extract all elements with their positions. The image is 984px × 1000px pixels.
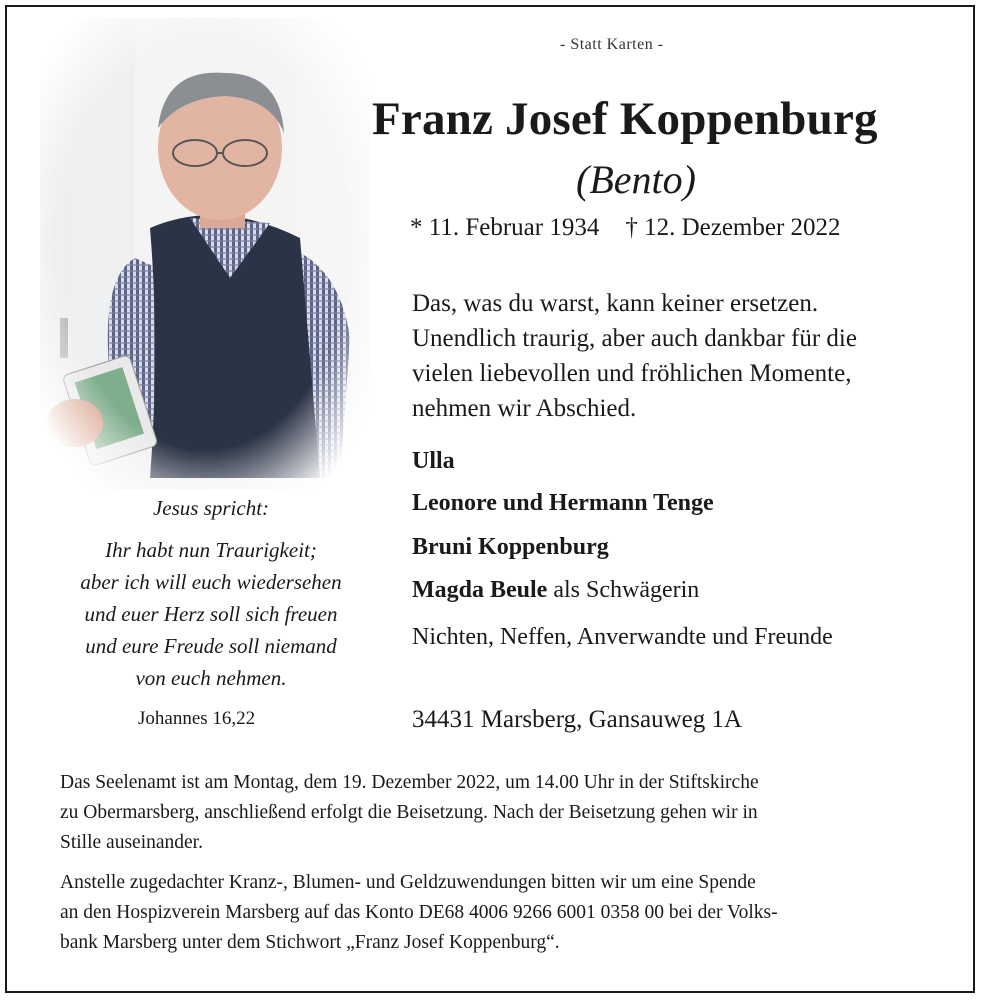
verse-line: und euer Herz soll sich freuen: [84, 602, 338, 626]
deceased-name: Franz Josef Koppenburg: [372, 93, 878, 145]
relatives-line: Nichten, Neffen, Anverwandte und Freunde: [412, 624, 833, 650]
service-paragraph: [60, 768, 940, 858]
deceased-nickname: (Bento): [576, 157, 696, 202]
verse-line: aber ich will euch wiedersehen: [80, 570, 342, 594]
donation-line: Anstelle zugedachter Kranz-, Blumen- und Geldzuwendungen bitten wir um eine Spende: [60, 872, 756, 893]
donation-paragraph: [60, 868, 940, 958]
birth-date: * 11. Februar 1934: [410, 214, 600, 241]
statt-karten-note: - Statt Karten -: [560, 36, 664, 53]
mourner-ulla: Ulla: [412, 448, 455, 474]
mourner-bruni: Bruni Koppenburg: [412, 534, 609, 560]
mourning-address: 34431 Marsberg, Gansauweg 1A: [412, 706, 743, 733]
mourner-magda: Magda Beule als Schwägerin: [412, 577, 700, 603]
farewell-line: nehmen wir Abschied.: [412, 395, 637, 422]
service-line: Das Seelenamt ist am Montag, dem 19. Dezember 2022, um 14.00 Uhr in der Stiftskirche: [60, 772, 759, 793]
service-line: Stille auseinander.: [60, 832, 203, 853]
death-date: † 12. Dezember 2022: [625, 214, 841, 241]
life-dates: [410, 214, 867, 242]
farewell-line: Das, was du warst, kann keiner ersetzen.: [412, 290, 819, 317]
farewell-text: [412, 286, 857, 426]
farewell-line: vielen liebevollen und fröhlichen Momente,: [412, 360, 852, 387]
farewell-line: Unendlich traurig, aber auch dankbar für die: [412, 325, 857, 352]
verse-heading: Jesus spricht:: [152, 496, 270, 520]
service-line: zu Obermarsberg, anschließend erfolgt die Beisetzung. Nach der Beisetzung gehen wir in: [60, 802, 758, 823]
verse-line: von euch nehmen.: [135, 666, 287, 690]
verse-reference: Johannes 16,22: [138, 708, 256, 729]
verse-line: Ihr habt nun Traurigkeit;: [105, 538, 317, 562]
donation-line: bank Marsberg unter dem Stichwort „Franz Josef Koppenburg“.: [60, 932, 560, 953]
bible-verse: [46, 492, 376, 694]
mourner-tenge: Leonore und Hermann Tenge: [412, 490, 714, 516]
donation-line: an den Hospizverein Marsberg auf das Konto DE68 4006 9266 6001 0358 00 bei der Volks-: [60, 902, 778, 923]
portrait-photo: [40, 18, 370, 490]
verse-line: und eure Freude soll niemand: [85, 634, 337, 658]
